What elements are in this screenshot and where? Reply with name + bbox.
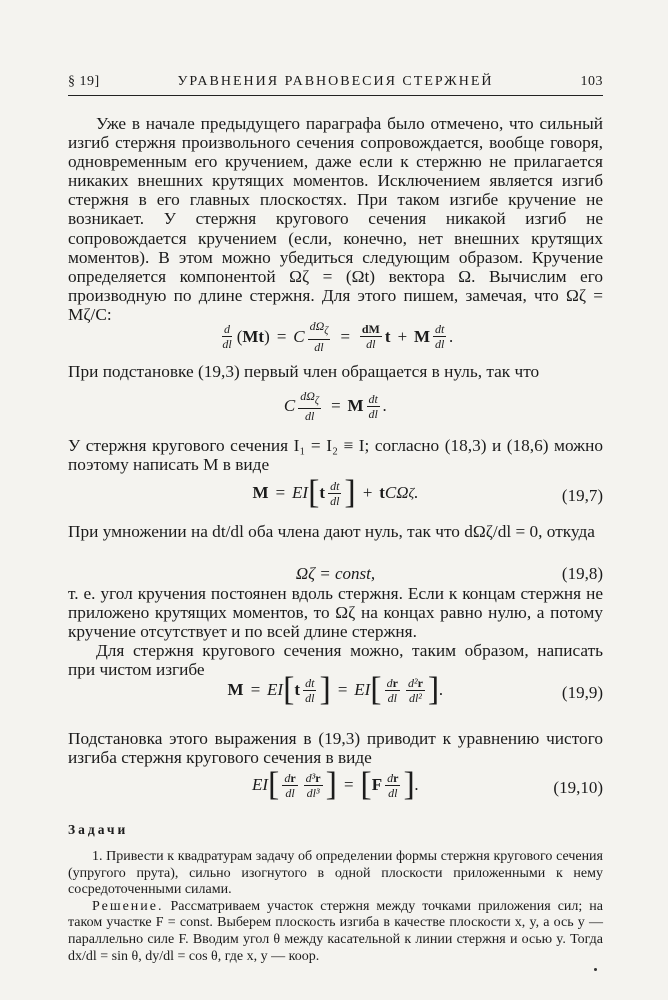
solution-text: Рассматриваем участок стержня между точками приложения сил; на таком участке F = const. Выберем плоскость изгиба в качестве плоскости x, y, а ось y — параллельно силе F. Вводим угол θ между касательной к линии стержня и осью y. Тогда dx/dl = sin θ, dy/dl = cos θ, где x, y — коор.: [68, 898, 603, 964]
header-rule: [68, 95, 603, 96]
formula-c-omega-body: C $\frac{d\Omega_\zeta}{dl}$ = M $\frac{dt}{dl}$ .: [283, 389, 388, 424]
task-1-statement: 1. Привести к квадратурам задачу об определении формы стержня кругового сечения (упругого прута), сильно изогнутого в одной плоскости приложенными к нему сосредоточенными силами.: [68, 849, 603, 898]
formula-19-9: [68, 671, 603, 711]
formula-c-omega: [68, 389, 603, 425]
task-1: [68, 849, 603, 965]
formula-19-7-body: M = EI [ t $\frac{dt}{dl}$ ] + t CΩ ζ .: [252, 474, 419, 511]
paragraph-4: При умножении на dt/dl оба члена дают нуль, так что dΩζ/dl = 0, откуда: [68, 522, 595, 541]
equation-number-19-8: (19,8): [561, 564, 603, 583]
formula-derivative: [68, 318, 603, 354]
paragraph-5: т. е. угол кручения постоянен вдоль стержня. Если к концам стержня не приложено крутящих моментов, то Ωζ на концах равно нулю, а потому кручение отсутствует и по всей длине стержня.: [68, 584, 603, 642]
paragraph-1: Уже в начале предыдущего параграфа было отмечено, что сильный изгиб стержня произвольного сечения сопровождается, вообще говоря, одновременным его кручением, даже если к стержню не прилагается никаких внешних крутящих моментов. Исключением является изгиб стержня в его главных плоскостях. При таком изгибе кручение не возникает. У стержня кругового сечения никакой изгиб не сопровождается кручением (если, конечно, нет внешних крутящих моментов). В этом можно убедиться следующим образом. Кручение определяется компонентой Ωζ = (Ωt) вектора Ω. Вычислим его производную по длине стержня. Для этого пишем, замечая, что Ωζ = Mζ/C:: [68, 114, 603, 324]
solution-label: Решение.: [92, 898, 164, 914]
formula-19-8-body: Ωζ = const,: [295, 564, 376, 583]
section-mark: § 19]: [68, 74, 100, 89]
paragraph-3: У стержня кругового сечения I₁ = I₂ ≡ I; согласно (18,3) и (18,6) можно поэтому написать M в виде: [68, 436, 603, 475]
paragraph-2: При подстановке (19,3) первый член обращается в нуль, так что: [68, 362, 540, 381]
equation-number-19-9: (19,9): [561, 683, 603, 702]
paragraph-circular-section: [68, 436, 603, 474]
paragraph-7: Подстановка этого выражения в (19,3) приводит к уравнению чистого изгиба стержня кругового сечения в виде: [68, 729, 603, 768]
formula-19-10: [68, 766, 603, 806]
equation-number-19-10: (19,10): [553, 778, 603, 797]
page-title: УРАВНЕНИЯ РАВНОВЕСИЯ СТЕРЖНЕЙ: [177, 74, 494, 89]
equation-number-19-7: (19,7): [561, 486, 603, 505]
paragraph-constant-angle: [68, 584, 603, 679]
paragraph-substitution: [68, 362, 603, 381]
formula-19-7: [68, 474, 603, 514]
paragraph-multiplication: [68, 522, 603, 541]
page-number: 103: [580, 74, 603, 89]
running-head: [68, 74, 603, 94]
paragraph-intro: [68, 114, 603, 324]
paragraph-6: Для стержня кругового сечения можно, таким образом, написать при чистом изгибе: [68, 641, 603, 680]
task-1-solution: [68, 899, 603, 965]
formula-19-9-body: M = EI [ t $\frac{dt}{dl}$ ] = EI [ $\frac{dr}{dl}$ $\frac{\text{d²r}}{\text{dl²}}$ ] .: [227, 671, 444, 708]
tasks-heading: Задачи: [68, 822, 129, 837]
paragraph-pure-bending: [68, 729, 603, 767]
formula-derivative-body: $\frac{d}{dl}$ ( Mt ) = C $\frac{d\Omega_\zeta}{dl}$ = $\frac{dM}{dl}$ t + M $\frac{dt}{dl}$ .: [222, 319, 454, 354]
print-mark: [594, 968, 597, 971]
formula-19-10-body: EI [ $\frac{dr}{dl}$ $\frac{\text{d³r}}{\text{dl³}}$ ] = [ F $\frac{dr}{dl}$ ] .: [251, 766, 420, 803]
